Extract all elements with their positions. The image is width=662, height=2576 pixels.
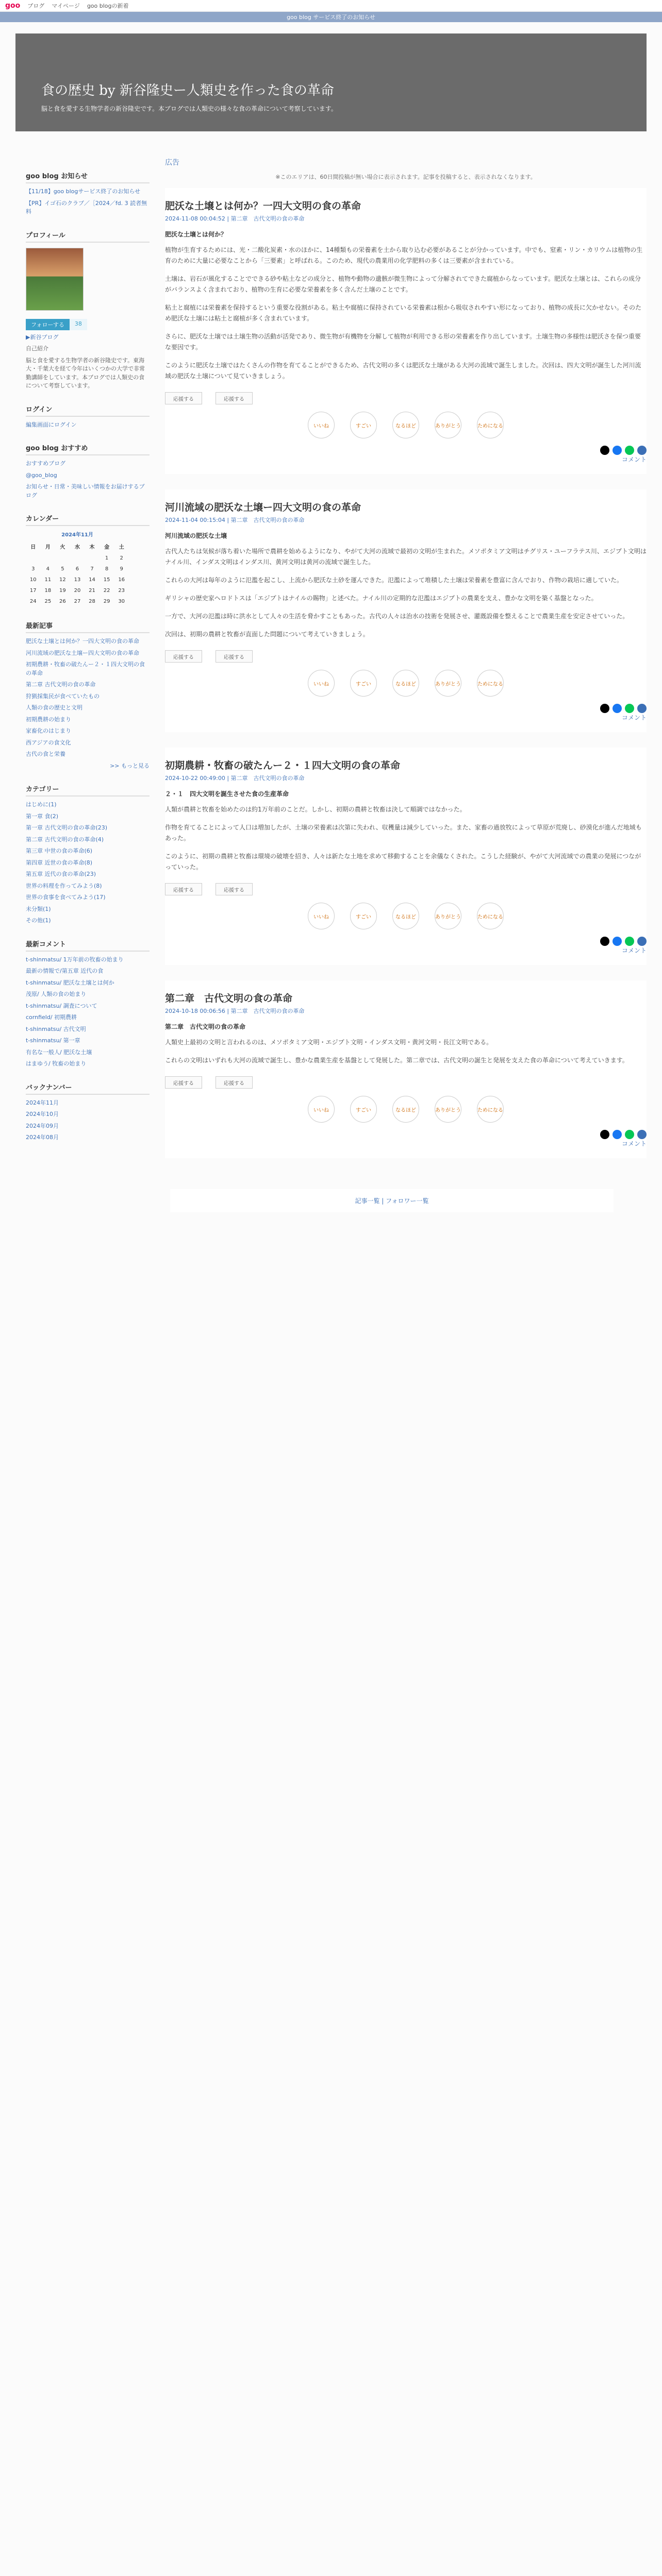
post-paragraph: さらに、肥沃な土壌では土壌生物の活動が活発であり、微生物が有機物を分解して植物が利用できる形の栄養素を作り出しています。土壌生物の多様性は肥沃さを保つ重要な要因です。 [165,333,641,351]
post-paragraph: これらの大河は毎年のように氾濫を起こし、上流から肥沃な土砂を運んできた。氾濫によって堆積した土壌は栄養素を豊富に含んでおり、作物の栽培に適していた。 [165,577,623,584]
ranking-button[interactable]: 応援する [216,650,253,663]
reaction-button[interactable]: なるほど [392,903,419,929]
recent-post-link[interactable]: 人類の食の歴史と文明 [26,704,82,711]
service-banner[interactable]: goo blog サービス終了のお知らせ [0,12,662,22]
share-icons [165,937,647,946]
share-icons [165,1130,647,1139]
sidebar [15,157,150,1174]
calendar-day: 5 [61,566,64,572]
comment-link[interactable]: t-shinmatsu/ 1万年前の牧畜の始まり [26,956,124,963]
post-title[interactable]: 河川流域の肥沃な土壌ー四大文明の食の革命 [165,502,361,513]
recent-post-link[interactable]: 第二章 古代文明の食の革命 [26,681,96,688]
post-paragraph: ギリシャの歴史家ヘロドトスは「エジプトはナイルの賜物」と述べた。ナイル川の定期的な氾濫はエジプトの農業を支え、豊かな文明を築く基盤となった。 [165,595,598,602]
login-heading: ログイン [26,404,150,417]
blog-post [165,748,647,965]
blog-title[interactable]: 食の歴史 by 新谷隆史ー人類史を作った食の革命 [41,83,334,98]
calendar-day: 25 [44,599,52,604]
reactions [165,903,647,929]
recommend-link[interactable]: @goo_blog [26,471,57,479]
post-title[interactable]: 第二章 古代文明の食の革命 [165,993,293,1004]
calendar-day: 30 [118,599,125,604]
backnumber-link[interactable]: 2024年08月 [26,1134,59,1141]
post-date[interactable]: 2024-10-18 00:06:56 | 第二章 古代文明の食の革命 [165,1008,305,1014]
facebook-icon[interactable] [613,937,622,946]
calendar-day: 12 [59,577,66,583]
recent-post-link[interactable]: 初期農耕の始まり [26,716,71,723]
recommend-link[interactable]: お知らせ・日常・美味しい情報をお届けするブログ [26,483,145,499]
calendar-day: 16 [118,577,125,583]
login-link[interactable]: 編集画面にログイン [26,421,77,428]
reaction-button[interactable]: すごい [350,670,377,697]
post-subheading: 河川流域の肥沃な土壌 [165,532,227,539]
calendar-day: 22 [103,588,110,594]
ranking-button[interactable]: 応援する [216,392,253,404]
reaction-button[interactable]: すごい [350,903,377,929]
ranking-button[interactable]: 応援する [165,392,202,404]
category-heading: カテゴリー [26,784,150,796]
reaction-button[interactable]: ためになる [477,412,504,438]
comment-link[interactable]: t-shinmatsu/ 第一章 [26,1037,80,1044]
calendar-weekday: 土 [119,545,124,550]
reaction-button[interactable]: ありがとう [435,670,461,697]
calendar-day: 17 [29,588,37,594]
comment-link[interactable]: 最新の情報で/第五章 近代の食 [26,968,104,974]
ad-notice: ※このエリアは、60日間投稿が無い場合に表示されます。記事を投稿すると、表示されなくなります。 [275,174,536,180]
category-link[interactable]: 未分類(1) [26,905,51,912]
reaction-button[interactable]: ためになる [477,1096,504,1123]
category-link[interactable]: その他(1) [26,917,51,924]
recent-post-link[interactable]: 肥沃な土壌とは何か？一四大文明の食の革命 [26,638,139,645]
comment-heading: 最新コメント [26,939,150,952]
post-subheading: 第二章 古代文明の食の革命 [165,1023,246,1030]
post-paragraph: 粘土と腐植には栄養素を保持するという重要な役割がある。粘土や腐植に保持されている栄養素は根から吸収されやすい形になっており、植物の成長に欠かせない。そのため肥沃な土壌には粘土と腐植が多く含まれています。 [165,304,642,322]
calendar-day: 6 [75,566,79,572]
avatar[interactable] [26,248,84,311]
comment-link[interactable]: t-shinmatsu/ 調査について [26,1002,97,1009]
category-link[interactable]: 世界の食事を食べてみよう(17) [26,894,106,901]
calendar-day: 24 [29,599,37,604]
ranking-buttons [165,392,647,404]
reaction-button[interactable]: ありがとう [435,903,461,929]
post-subheading: ２・１ 四大文明を誕生させた食の生産革命 [165,790,289,798]
reaction-button[interactable]: ありがとう [435,1096,461,1123]
category-link[interactable]: 第三章 中世の食の革命(6) [26,848,93,854]
post-paragraph: 人類が農耕と牧畜を始めたのは約1万年前のことだ。しかし、初期の農耕と牧畜は決して順調ではなかった。 [165,806,466,813]
calendar-day: 1 [105,555,109,561]
calendar-weekday: 日 [30,545,36,550]
ranking-buttons [165,883,647,895]
footer-nav[interactable]: 記事一覧 | フォロワー一覧 [170,1189,614,1212]
ranking-button[interactable]: 応援する [216,1076,253,1089]
calendar-weekday: 火 [60,545,65,550]
category-link[interactable]: 世界の料理を作ってみよう(8) [26,882,102,889]
calendar-day [26,553,41,564]
calendar-day: 7 [90,566,94,572]
post-title[interactable]: 肥沃な土壌とは何か？一四大文明の食の革命 [165,200,361,212]
profile-heading: プロフィール [26,230,150,243]
x-icon[interactable] [600,446,609,455]
notice-link[interactable]: 【11/18】goo blogサービス終了のお知らせ [26,188,141,195]
line-icon[interactable] [625,1130,634,1139]
calendar-heading: カレンダー [26,513,150,526]
blog-description: 脳と食を愛する生物学者の新谷隆史です。本ブログでは人類史の様々な食の革命について考察しています。 [41,105,337,112]
follow-count: 38 [70,319,87,330]
reaction-button[interactable]: いいね [308,412,335,438]
goo-logo[interactable]: goo [5,2,21,10]
reactions [165,1096,647,1123]
main-content [165,157,647,1174]
comment-link[interactable]: はまゆう/ 牧畜の始まり [26,1060,87,1067]
line-icon[interactable] [625,446,634,455]
recommend-heading: goo blog おすすめ [26,443,150,455]
ranking-buttons [165,650,647,663]
post-paragraph: このように、初期の農耕と牧畜は環境の破壊を招き、人々は新たな土地を求めて移動することを余儀なくされた。こうした経験が、やがて大河流域での農業の発展につながっていった。 [165,853,641,871]
calendar-day: 27 [74,599,81,604]
calendar-day: 19 [59,588,66,594]
ranking-button[interactable]: 応援する [165,650,202,663]
calendar-day: 13 [74,577,81,583]
calendar-weekday: 月 [45,545,51,550]
self-intro-text: 脳と食を愛する生物学者の新谷隆史です。東海大・千葉大を経て今年はいくつかの大学で非常勤講師をしています。本ブログでは人類史の食について考察しています。 [26,357,145,389]
notice-heading: goo blog お知らせ [26,171,150,183]
x-icon[interactable] [600,704,609,713]
top-link-mypage[interactable]: マイページ [52,3,80,9]
comment-link[interactable]: コメント [621,947,647,954]
follow-label[interactable]: フォローする [26,319,70,330]
calendar-day: 29 [103,599,110,604]
hatena-icon[interactable] [637,1130,647,1139]
recent-post-link[interactable]: 初期農耕・牧畜の破たんー２・１四大文明の食の革命 [26,661,145,676]
calendar-day: 8 [105,566,109,572]
post-paragraph: 作物を育てることによって人口は増加したが、土壌の栄養素は次第に失われ、収穫量は減少していった。また、家畜の過放牧によって草原が荒廃し、砂漠化が進んだ地域もあった。 [165,824,642,842]
ad-label: 広告 [165,159,179,167]
blog-post [165,188,647,474]
backnumber-heading: バックナンバー [26,1082,150,1095]
category-link[interactable]: はじめに(1) [26,801,57,808]
category-link[interactable]: 第五章 近代の食の革命(23) [26,871,96,877]
recent-heading: 最新記事 [26,620,150,633]
calendar-weekday: 木 [89,545,95,550]
hatena-icon[interactable] [637,446,647,455]
category-link[interactable]: 第二章 古代文明の食の革命(4) [26,836,104,843]
calendar-day [41,553,56,564]
reaction-button[interactable]: ためになる [477,670,504,697]
post-paragraph: 植物が生育するためには、光・二酸化炭素・水のほかに、14種類もの栄養素を土から取り込む必要があることが分かっています。中でも、窒素・リン・カリウムは植物の生育のために大量に必要なことから「三要素」と呼ばれる。このため、現代の農業用の化学肥料の多くは三要素が含まれている。 [165,246,643,264]
category-link[interactable]: 第一章 食(2) [26,812,59,820]
comment-link[interactable]: コメント [621,714,647,721]
calendar-day: 28 [89,599,95,604]
ranking-button[interactable]: 応援する [216,883,253,895]
top-link-new[interactable]: goo blogの新着 [87,3,129,9]
recent-post-link[interactable]: 狩猟採集民が食べていたもの [26,692,100,700]
ranking-button[interactable]: 応援する [165,883,202,895]
calendar-day: 3 [31,566,35,572]
calendar [26,530,129,607]
line-icon[interactable] [625,704,634,713]
calendar-day [70,553,85,564]
blog-post [165,980,647,1158]
calendar-day: 11 [44,577,52,583]
comment-link[interactable]: 有名な一般人/ 肥沃な土壌 [26,1048,92,1056]
post-subheading: 肥沃な土壌とは何か？ [165,231,227,238]
comment-link[interactable]: コメント [621,456,647,463]
recent-post-link[interactable]: 河川流域の肥沃な土壌ー四大文明の食の革命 [26,649,139,656]
calendar-day [85,553,100,564]
reaction-button[interactable]: ありがとう [435,412,461,438]
x-icon[interactable] [600,937,609,946]
category-link[interactable]: 第四章 近世の食の革命(8) [26,859,93,866]
reaction-button[interactable]: すごい [350,412,377,438]
backnumber-link[interactable]: 2024年09月 [26,1122,59,1129]
facebook-icon[interactable] [613,1130,622,1139]
share-icons [165,446,647,455]
post-date[interactable]: 2024-11-04 00:15:04 | 第二章 古代文明の食の革命 [165,517,305,523]
comment-link[interactable]: t-shinmatsu/ 古代文明 [26,1025,86,1032]
top-bar [0,0,662,12]
post-date[interactable]: 2024-11-08 00:04:52 | 第二章 古代文明の食の革命 [165,215,305,222]
hatena-icon[interactable] [637,704,647,713]
recent-post-link[interactable]: 古代の食と栄養 [26,751,65,757]
comment-link[interactable]: cornfield/ 初期農耕 [26,1014,77,1021]
x-icon[interactable] [600,1130,609,1139]
post-paragraph: 人類史上最初の文明と言われるのは、メソポタミア文明・エジプト文明・インダス文明・黄河文明・長江文明である。 [165,1039,493,1046]
calendar-day: 2 [120,555,123,561]
reactions [165,412,647,438]
calendar-day [55,553,70,564]
reaction-button[interactable]: いいね [308,903,335,929]
recent-post-link[interactable]: 西アジアの食文化 [26,739,71,746]
facebook-icon[interactable] [613,446,622,455]
reaction-button[interactable]: なるほど [392,1096,419,1123]
calendar-day: 9 [120,566,123,572]
post-title[interactable]: 初期農耕・牧畜の破たんー２・１四大文明の食の革命 [165,760,401,771]
ranking-buttons [165,1076,647,1089]
backnumber-link[interactable]: 2024年10月 [26,1111,59,1117]
recommend-link[interactable]: おすすめブログ [26,460,66,467]
self-intro-heading: 自己紹介 [26,345,48,352]
reaction-button[interactable]: いいね [308,670,335,697]
hatena-icon[interactable] [637,937,647,946]
reaction-button[interactable]: なるほど [392,412,419,438]
calendar-weekday: 水 [74,545,80,550]
calendar-day: 21 [89,588,95,594]
recent-more-link[interactable]: >> もっと見る [110,762,150,769]
comment-link[interactable]: コメント [621,1140,647,1147]
blog-post [165,489,647,732]
post-paragraph: 次回は、初期の農耕と牧畜が直面した問題について考えていきましょう。 [165,631,369,638]
comment-link[interactable]: 茂原/ 人類の食の始まり [26,991,87,997]
calendar-day: 14 [89,577,95,583]
calendar-day: 15 [103,577,110,583]
calendar-day: 18 [44,588,52,594]
calendar-day: 10 [29,577,37,583]
calendar-day: 20 [74,588,81,594]
notice-link[interactable]: 【PR】イゴ石のクラブ／［2024／fd. 3 読者無料 [26,199,147,215]
post-paragraph: 古代人たちは気候が落ち着いた場所で農耕を始めるようになり、やがて大河の流域で最初の文明が生まれた。メソポタミア文明はチグリス・ユーフラテス川、エジプト文明はナイル川、インダス文明はインダス川、黄河文明は黄河の流域で誕生した。 [165,548,647,566]
share-icons [165,704,647,713]
ranking-button[interactable]: 応援する [165,1076,202,1089]
reaction-button[interactable]: ためになる [477,903,504,929]
calendar-weekday: 金 [104,545,110,550]
blog-header [15,33,647,131]
post-paragraph: 一方で、大河の氾濫は時に洪水として人々の生活を脅かすこともあった。古代の人々は治水の技術を発展させ、灌漑設備を整えることで農業生産を安定させていった。 [165,613,629,620]
post-paragraph: このように肥沃な土壌ではたくさんの作物を育てることができるため、古代文明の多くは肥沃な土壌がある大河の流域で誕生しました。次回は、四大文明が誕生した河川流域の肥沃な土壌について見ていきましょう。 [165,362,641,380]
calendar-day: 4 [46,566,50,572]
reactions [165,670,647,697]
profile-link[interactable]: ▶新谷ブログ [26,333,59,341]
backnumber-link[interactable]: 2024年11月 [26,1099,59,1106]
calendar-month[interactable]: 2024年11月 [61,532,93,538]
top-link-blog[interactable]: ブログ [27,3,45,9]
follow-button[interactable] [26,319,87,330]
post-date[interactable]: 2024-10-22 00:49:00 | 第二章 古代文明の食の革命 [165,775,305,782]
reaction-button[interactable]: いいね [308,1096,335,1123]
category-link[interactable]: 第一章 古代文明の食の革命(23) [26,824,108,831]
recent-post-link[interactable]: 家畜化のはじまり [26,727,71,734]
post-paragraph: これらの文明はいずれも大河の流域で誕生し、豊かな農業生産を基盤として発展した。第二章では、古代文明の誕生と発展を支えた食の革命について考えていきます。 [165,1057,628,1064]
reaction-button[interactable]: すごい [350,1096,377,1123]
reaction-button[interactable]: なるほど [392,670,419,697]
post-paragraph: 土壌は、岩石が風化することでできる砂や粘土などの成分と、植物や動物の遺骸が微生物によって分解されてできた腐植からなっています。肥沃な土壌とは、これらの成分がバランスよく含まれており、植物の生育に必要な栄養素を多く含んだ土壌のことです。 [165,275,641,293]
line-icon[interactable] [625,937,634,946]
calendar-day: 26 [59,599,66,604]
facebook-icon[interactable] [613,704,622,713]
comment-link[interactable]: t-shinmatsu/ 肥沃な土壌とは何か [26,979,114,986]
calendar-day: 23 [118,588,125,594]
